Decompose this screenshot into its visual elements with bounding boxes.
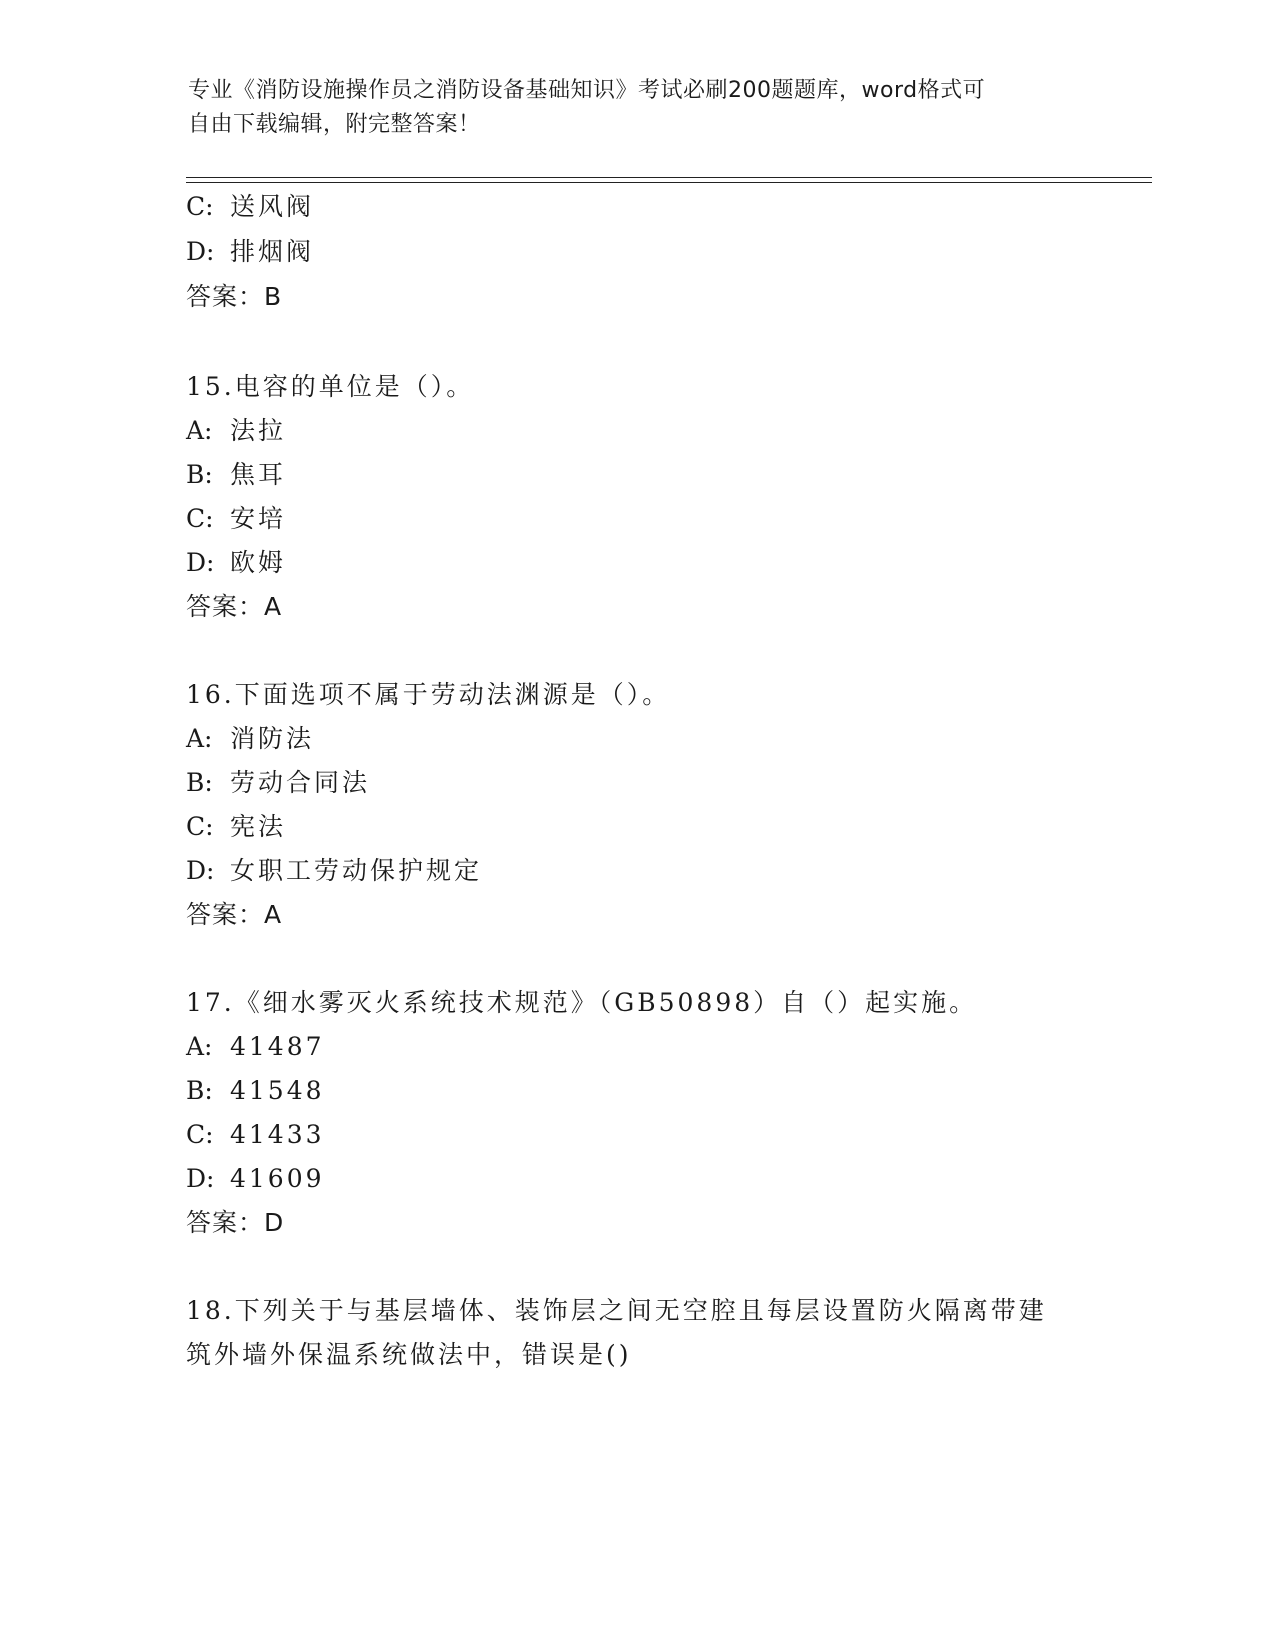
option-a: [186, 722, 314, 756]
question-stem: 17.《细水雾灭火系统技术规范》（GB50898）自（）起实施。: [186, 988, 978, 1017]
option-key: D:: [186, 548, 215, 577]
option-b: [186, 458, 286, 492]
answer-line: 答案：A: [186, 900, 283, 929]
option-key: D:: [186, 237, 215, 266]
option-d: [186, 546, 286, 580]
option-text: 排烟阀: [230, 237, 315, 266]
option-d: [186, 854, 482, 888]
answer-line: 答案：D: [186, 1208, 285, 1237]
option-key: C:: [186, 1120, 214, 1149]
option-text: 41487: [230, 1032, 325, 1061]
option-text: 41433: [230, 1120, 325, 1149]
question-stem-line-2: 筑外墙外保温系统做法中，错误是(): [186, 1340, 632, 1369]
option-c: [186, 190, 314, 224]
option-text: 消防法: [230, 724, 315, 753]
option-key: C:: [186, 812, 214, 841]
option-key: A:: [186, 416, 213, 445]
option-text: 41609: [230, 1164, 325, 1193]
option-key: C:: [186, 192, 214, 221]
option-text: 宪法: [230, 812, 287, 841]
option-text: 送风阀: [230, 192, 315, 221]
option-d: [186, 1162, 325, 1196]
option-text: 41548: [230, 1076, 325, 1105]
question-stem-line-1: 18.下列关于与基层墙体、装饰层之间无空腔且每层设置防火隔离带建: [186, 1296, 1047, 1325]
option-key: A:: [186, 1032, 213, 1061]
header-rule-bottom: [186, 182, 1152, 183]
document-header: [188, 74, 1068, 142]
header-line-2: 自由下载编辑，附完整答案！: [188, 112, 481, 137]
answer-line: 答案：B: [186, 282, 283, 311]
option-a: [186, 1030, 325, 1064]
option-key: B:: [186, 1076, 213, 1105]
option-a: [186, 414, 286, 448]
option-key: A:: [186, 724, 213, 753]
option-d: [186, 235, 314, 269]
option-text: 劳动合同法: [230, 768, 371, 797]
question-stem: 16.下面选项不属于劳动法渊源是（）。: [186, 680, 671, 709]
option-key: D:: [186, 1164, 215, 1193]
question-stem: 15.电容的单位是（）。: [186, 372, 475, 401]
header-line-1: 专业《消防设施操作员之消防设备基础知识》考试必刷200题题库，word格式可: [188, 78, 986, 103]
option-key: B:: [186, 460, 213, 489]
option-text: 法拉: [230, 416, 287, 445]
option-key: B:: [186, 768, 213, 797]
option-c: [186, 502, 286, 536]
answer-line: 答案：A: [186, 592, 283, 621]
option-c: [186, 1118, 325, 1152]
option-b: [186, 766, 370, 800]
option-text: 欧姆: [230, 548, 287, 577]
option-c: [186, 810, 286, 844]
option-b: [186, 1074, 325, 1108]
option-key: D:: [186, 856, 215, 885]
option-text: 焦耳: [230, 460, 287, 489]
option-text: 安培: [230, 504, 287, 533]
header-rule-top: [186, 177, 1152, 178]
option-key: C:: [186, 504, 214, 533]
option-text: 女职工劳动保护规定: [230, 856, 483, 885]
